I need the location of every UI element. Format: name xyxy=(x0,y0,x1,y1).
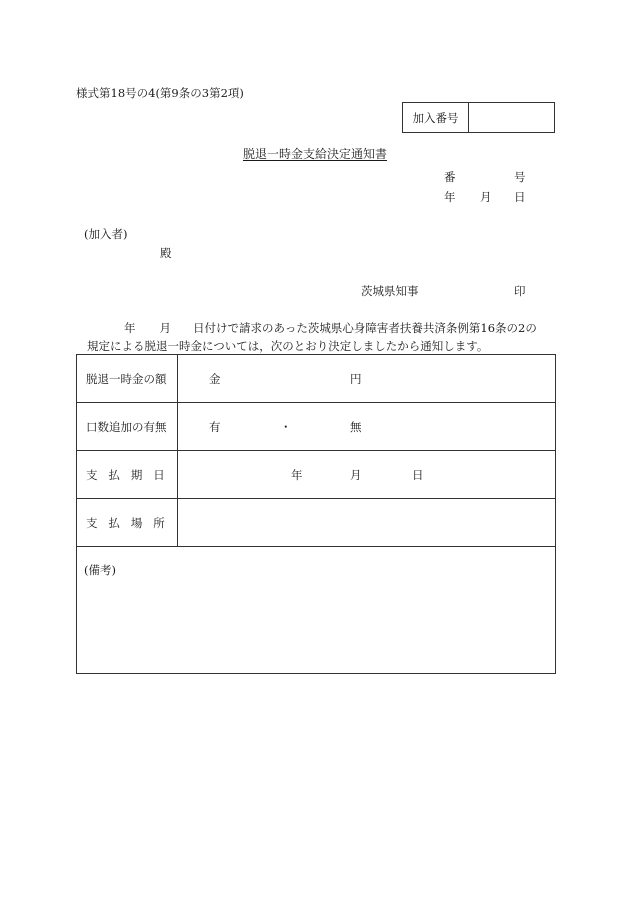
form-reference: 様式第18号の4(第9条の3第2項) xyxy=(76,86,244,100)
issue-number-label: 番 xyxy=(444,170,456,184)
payment-date-cell[interactable] xyxy=(178,451,555,498)
payment-place-label: 支払場所 xyxy=(77,499,178,546)
issue-date-day: 日 xyxy=(514,190,526,204)
units-added-yes-option[interactable]: 有 xyxy=(209,419,221,434)
amount-unit: 円 xyxy=(350,371,362,386)
issue-number-suffix: 号 xyxy=(514,170,526,184)
document-title-text: 脱退一時金支給決定通知書 xyxy=(242,147,387,161)
issue-date-year: 年 xyxy=(444,190,456,204)
units-added-cell xyxy=(178,403,555,450)
units-added-label: 口数追加の有無 xyxy=(77,403,178,450)
payment-date-year: 年 xyxy=(291,467,303,482)
issuer-title: 茨城県知事 xyxy=(361,284,419,298)
amount-prefix: 金 xyxy=(209,371,221,386)
payment-date-day: 日 xyxy=(412,467,424,482)
issue-date-month: 月 xyxy=(480,190,492,204)
body-year: 年 xyxy=(124,321,136,335)
table-row-amount xyxy=(77,355,555,403)
recipient-label: (加入者) xyxy=(84,227,128,241)
body-text-line-1 xyxy=(124,320,537,336)
table-row-payment-date xyxy=(77,451,555,499)
units-added-separator: ・ xyxy=(280,419,292,434)
payment-date-month: 月 xyxy=(350,467,362,482)
amount-cell[interactable] xyxy=(178,355,555,402)
payment-place-cell[interactable] xyxy=(178,499,555,546)
payment-date-label: 支払期日 xyxy=(77,451,178,498)
decision-details-table xyxy=(76,354,556,674)
table-row-units-added xyxy=(77,403,555,451)
body-text-rest: 日付けで請求のあった茨城県心身障害者扶養共済条例第16条の2の xyxy=(193,321,537,335)
body-month: 月 xyxy=(159,321,171,335)
recipient-honorific: 殿 xyxy=(160,246,172,260)
membership-number-field[interactable] xyxy=(469,103,554,132)
amount-label: 脱退一時金の額 xyxy=(77,355,178,402)
units-added-no-option[interactable]: 無 xyxy=(350,419,362,434)
document-title xyxy=(0,145,630,162)
membership-number-box xyxy=(402,102,555,133)
table-row-payment-place xyxy=(77,499,555,547)
seal-mark: 印 xyxy=(514,284,526,298)
body-text-line-2: 規定による脱退一時金については，次のとおり決定しましたから通知します。 xyxy=(87,339,489,353)
membership-number-label: 加入番号 xyxy=(403,103,469,132)
remarks-label: (備考) xyxy=(84,563,116,577)
